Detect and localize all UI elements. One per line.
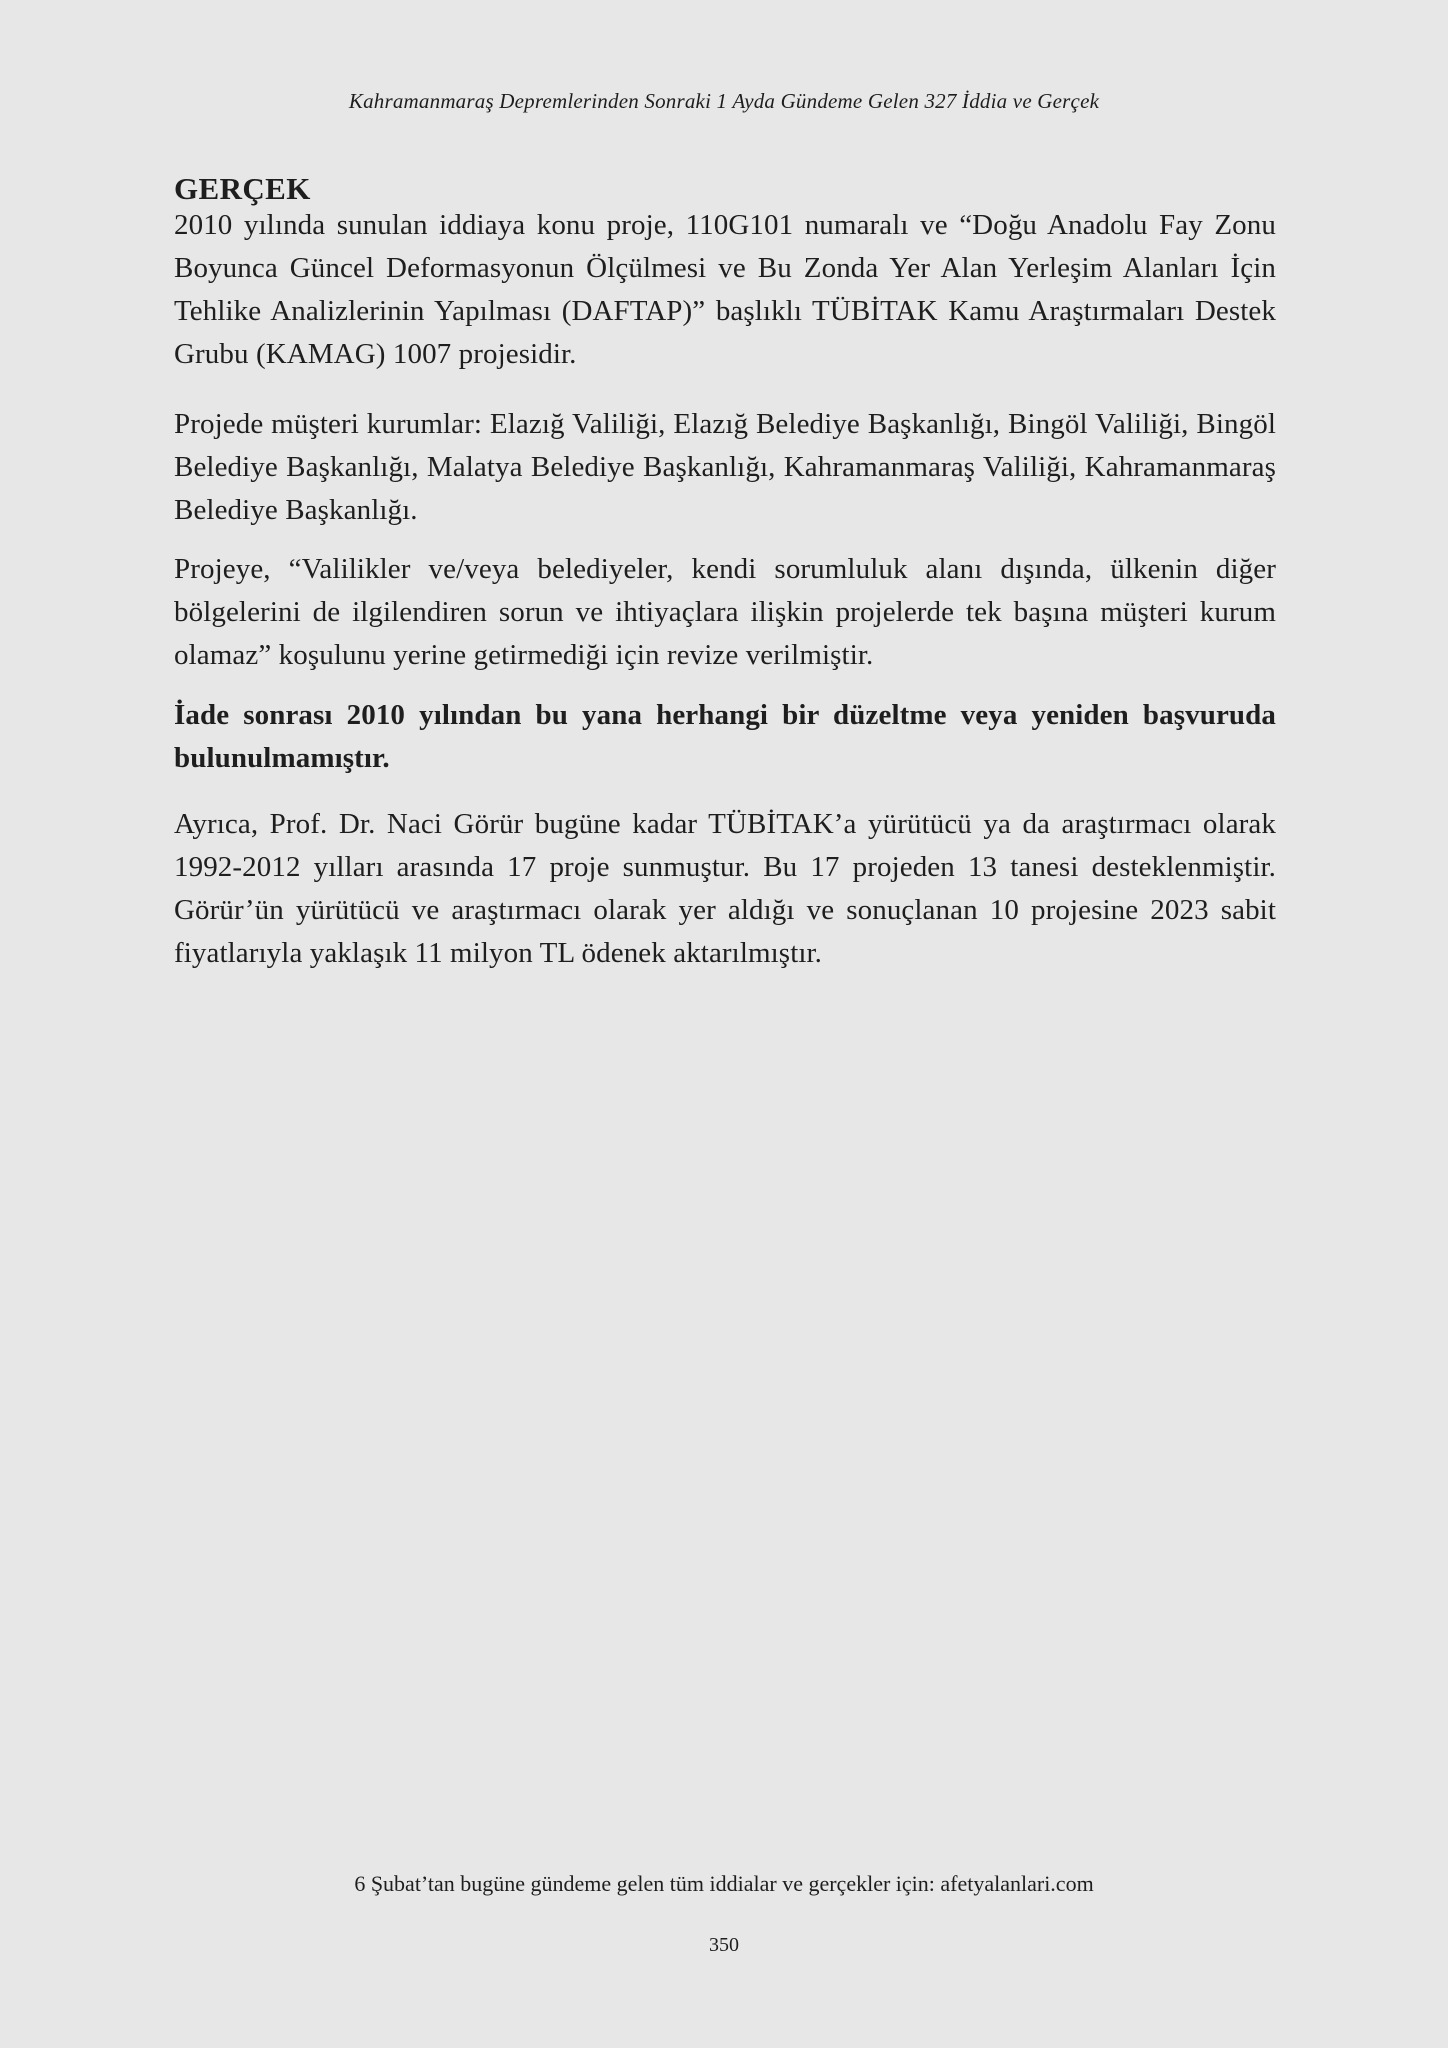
paragraph-no-resubmission-bold: İade sonrası 2010 yılından bu yana herhangi bir düzeltme veya yeniden başvuruda bulunulmamıştır. xyxy=(174,699,1276,774)
paragraph-project-description: 2010 yılında sunulan iddiaya konu proje, 110G101 numaralı ve “Doğu Anadolu Fay Zonu Boyunca Güncel Deformasyonun Ölçülmesi ve Bu Zonda Yer Alan Yerleşim Alanları İçin Tehlike Analizlerinin Yapılması (DAFTAP)” başlıklı TÜBİTAK Kamu Araştırmaları Destek Grubu (KAMAG) 1007 projesidir. xyxy=(174,209,1276,370)
paragraph-revision-reason: Projeye, “Valilikler ve/veya belediyeler, kendi sorumluluk alanı dışında, ülkenin diğer bölgelerini de ilgilendiren sorun ve ihtiyaçlara ilişkin projelerde tek başına müşteri kurum olamaz” koşulunu yerine getirmediği için revize verilmiştir. xyxy=(174,553,1276,671)
paragraph-gorur-projects: Ayrıca, Prof. Dr. Naci Görür bugüne kadar TÜBİTAK’a yürütücü ya da araştırmacı olarak 1992-2012 yılları arasında 17 proje sunmuştur. Bu 17 projeden 13 tanesi desteklenmiştir. Görür’ün yürütücü ve araştırmacı olarak yer aldığı ve sonuçlanan 10 projesine 2023 sabit fiyatlarıyla yaklaşık 11 milyon TL ödenek aktarılmıştır. xyxy=(174,808,1276,969)
paragraph-client-institutions: Projede müşteri kurumlar: Elazığ Valiliği, Elazığ Belediye Başkanlığı, Bingöl Valiliği, Bingöl Belediye Başkanlığı, Malatya Belediye Başkanlığı, Kahramanmaraş Valiliği, Kahramanmaraş Belediye Başkanlığı. xyxy=(174,408,1276,526)
running-header: Kahramanmaraş Depremlerinden Sonraki 1 Ayda Gündeme Gelen 327 İddia ve Gerçek xyxy=(348,89,1100,113)
page-number: 350 xyxy=(709,1934,739,1956)
footer-note: 6 Şubat’tan bugüne gündeme gelen tüm iddialar ve gerçekler için: afetyalanlari.com xyxy=(354,1871,1094,1896)
section-heading: GERÇEK xyxy=(174,170,311,206)
